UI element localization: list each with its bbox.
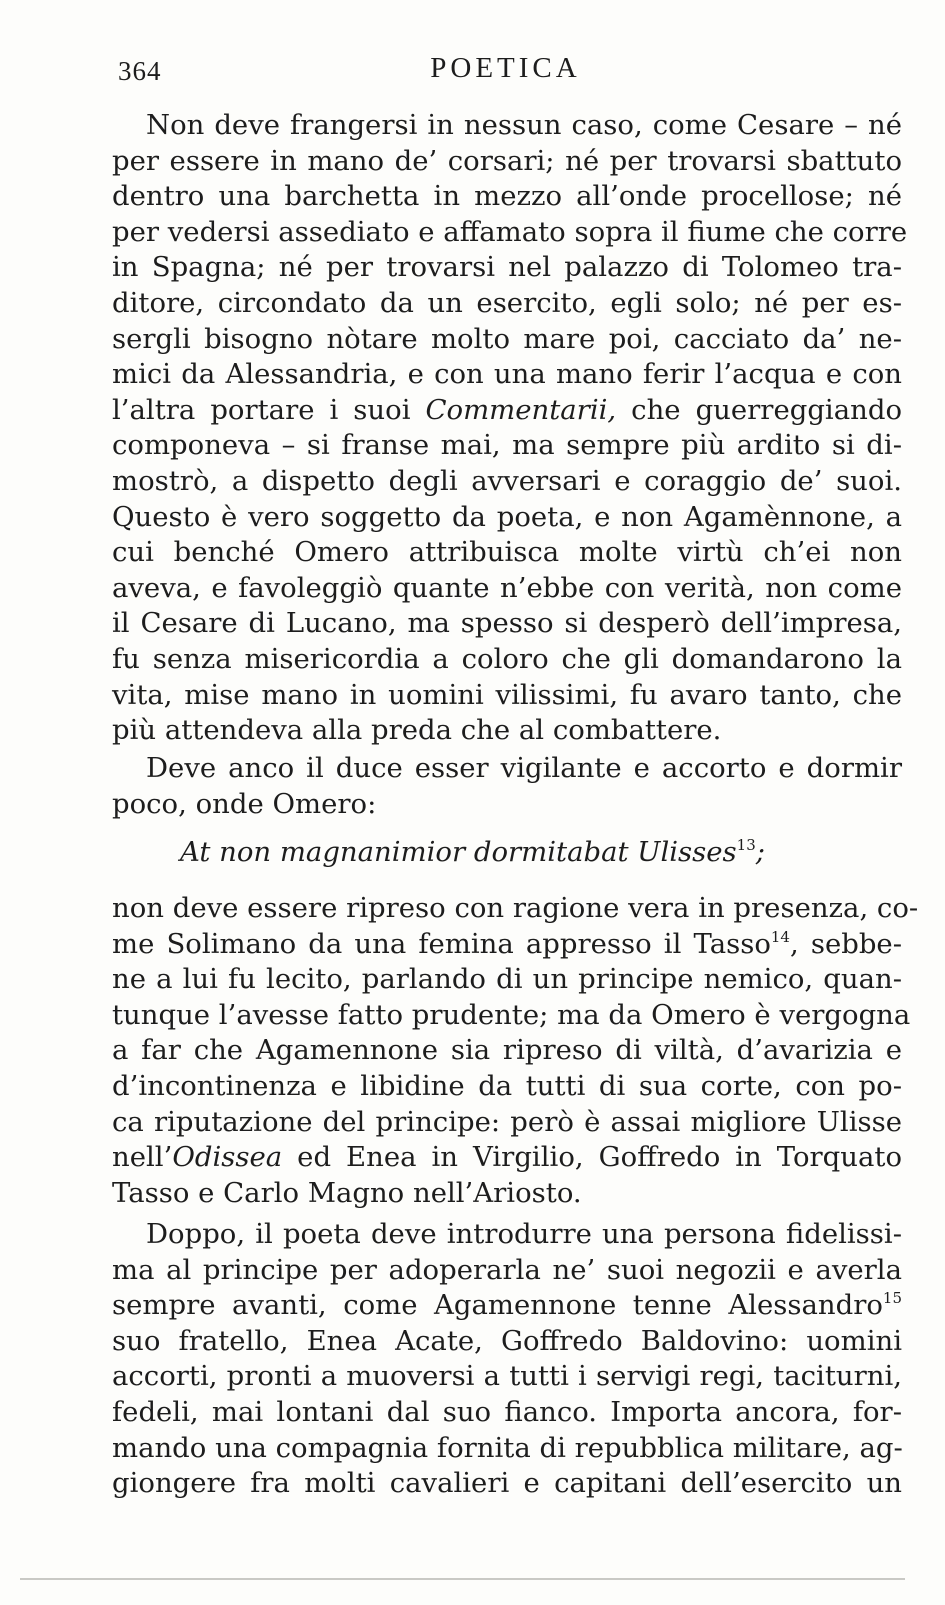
text-line: cui benché Omero attribuisca molte virtù ch’ei non <box>112 536 902 569</box>
text-line: accorti, pronti a muoversi a tutti i servigi regi, taciturni, <box>112 1360 902 1393</box>
text-line: più attendeva alla preda che al combattere. <box>112 714 722 747</box>
text-line: Non deve frangersi in nessun caso, come Cesare – né <box>146 109 902 141</box>
text-line: Deve anco il duce esser vigilante e accorto e dormir <box>146 752 902 784</box>
text-line: sergli bisogno nòtare molto mare poi, cacciato da’ ne- <box>112 322 902 355</box>
text-line: d’incontinenza e libidine da tutti di sua corte, con po- <box>112 1069 902 1102</box>
page-number: 364 <box>118 56 162 86</box>
text-line: ditore, circondato da un esercito, egli solo; né per es- <box>112 286 902 319</box>
text-line: per essere in mano de’ corsari; né per trovarsi sbattuto <box>112 144 902 177</box>
text-line: giongere fra molti cavalieri e capitani dell’esercito un <box>112 1467 902 1500</box>
text-line: fedeli, mai lontani dal suo fianco. Importa ancora, for- <box>112 1395 902 1428</box>
text-line: mici da Alessandria, e con una mano ferir l’acqua e con <box>112 358 902 391</box>
text-line: suo fratello, Enea Acate, Goffredo Baldovino: uomini <box>112 1324 902 1357</box>
footnote-ref: 15 <box>882 1289 902 1308</box>
paragraph-1 <box>112 108 908 749</box>
text-line: Doppo, il poeta deve introdurre una persona fidelissi- <box>146 1218 902 1250</box>
text-line: ca riputazione del principe: però è assai migliore Ulisse <box>112 1105 902 1138</box>
running-head <box>118 52 893 88</box>
text-line: tunque l’avesse fatto prudente; ma da Omero è vergogna <box>112 998 911 1031</box>
footnote-ref: 14 <box>770 927 790 946</box>
text-line: Questo è vero soggetto da poeta, e non Agamènnone, a <box>112 500 902 533</box>
text-line: Tasso e Carlo Magno nell’Ariosto. <box>112 1176 582 1209</box>
text-line: a far che Agamennone sia ripreso di viltà, d’avarizia e <box>112 1034 902 1067</box>
text-line: non deve essere ripreso con ragione vera in presenza, co- <box>112 892 919 924</box>
text-line: mando una compagnia fornita di repubblica militare, ag- <box>112 1431 903 1464</box>
text-line: mostrò, a dispetto degli avversari e coraggio de’ suoi. <box>112 464 902 497</box>
text-line: in Spagna; né per trovarsi nel palazzo di Tolomeo tra- <box>112 251 902 284</box>
text-line: nell’Odissea ed Enea in Virgilio, Goffredo in Torquato <box>112 1141 902 1174</box>
text-line: ma al principe per adoperarla ne’ suoi negozii e averla <box>112 1253 902 1286</box>
text-line: fu senza misericordia a coloro che gli domandarono la <box>112 642 902 675</box>
paragraph-3 <box>112 891 919 1211</box>
text-line: me Solimano da una femina appresso il Tasso$^{14}$, sebbe- <box>112 927 902 960</box>
text-line: l’altra portare i suoi Commentarii, che guerreggiando <box>112 393 902 426</box>
text-line: ne a lui fu lecito, parlando di un principe nemico, quan- <box>112 963 902 996</box>
footnote-ref: 13 <box>736 836 756 854</box>
text-line: poco, onde Omero: <box>112 787 377 820</box>
text-line: il Cesare di Lucano, ma spesso si desperò dell’impresa, <box>112 607 902 640</box>
running-title: POETICA <box>430 52 581 84</box>
paragraph-4 <box>112 1217 902 1502</box>
page-edge-rule <box>20 1578 905 1580</box>
italic-title: Commentarii, <box>425 393 617 426</box>
text-line: per vedersi assediato e affamato sopra il fiume che corre <box>112 215 908 248</box>
text-line: componeva – si franse mai, ma sempre più ardito si di- <box>112 429 902 462</box>
text-line: vita, mise mano in uomini vilissimi, fu avaro tanto, che <box>112 678 902 711</box>
text-line: sempre avanti, come Agamennone tenne Alessandro$^{15}$ <box>112 1289 902 1322</box>
text-line: dentro una barchetta in mezzo all’onde procellose; né <box>112 180 902 213</box>
text-line: aveva, e favoleggiò quante n’ebbe con verità, non come <box>112 571 902 604</box>
italic-title: Odissea <box>172 1141 283 1174</box>
paragraph-2 <box>112 751 902 822</box>
verse-quotation: At non magnanimior dormitabat Ulisses$^{13}$; <box>179 836 766 868</box>
